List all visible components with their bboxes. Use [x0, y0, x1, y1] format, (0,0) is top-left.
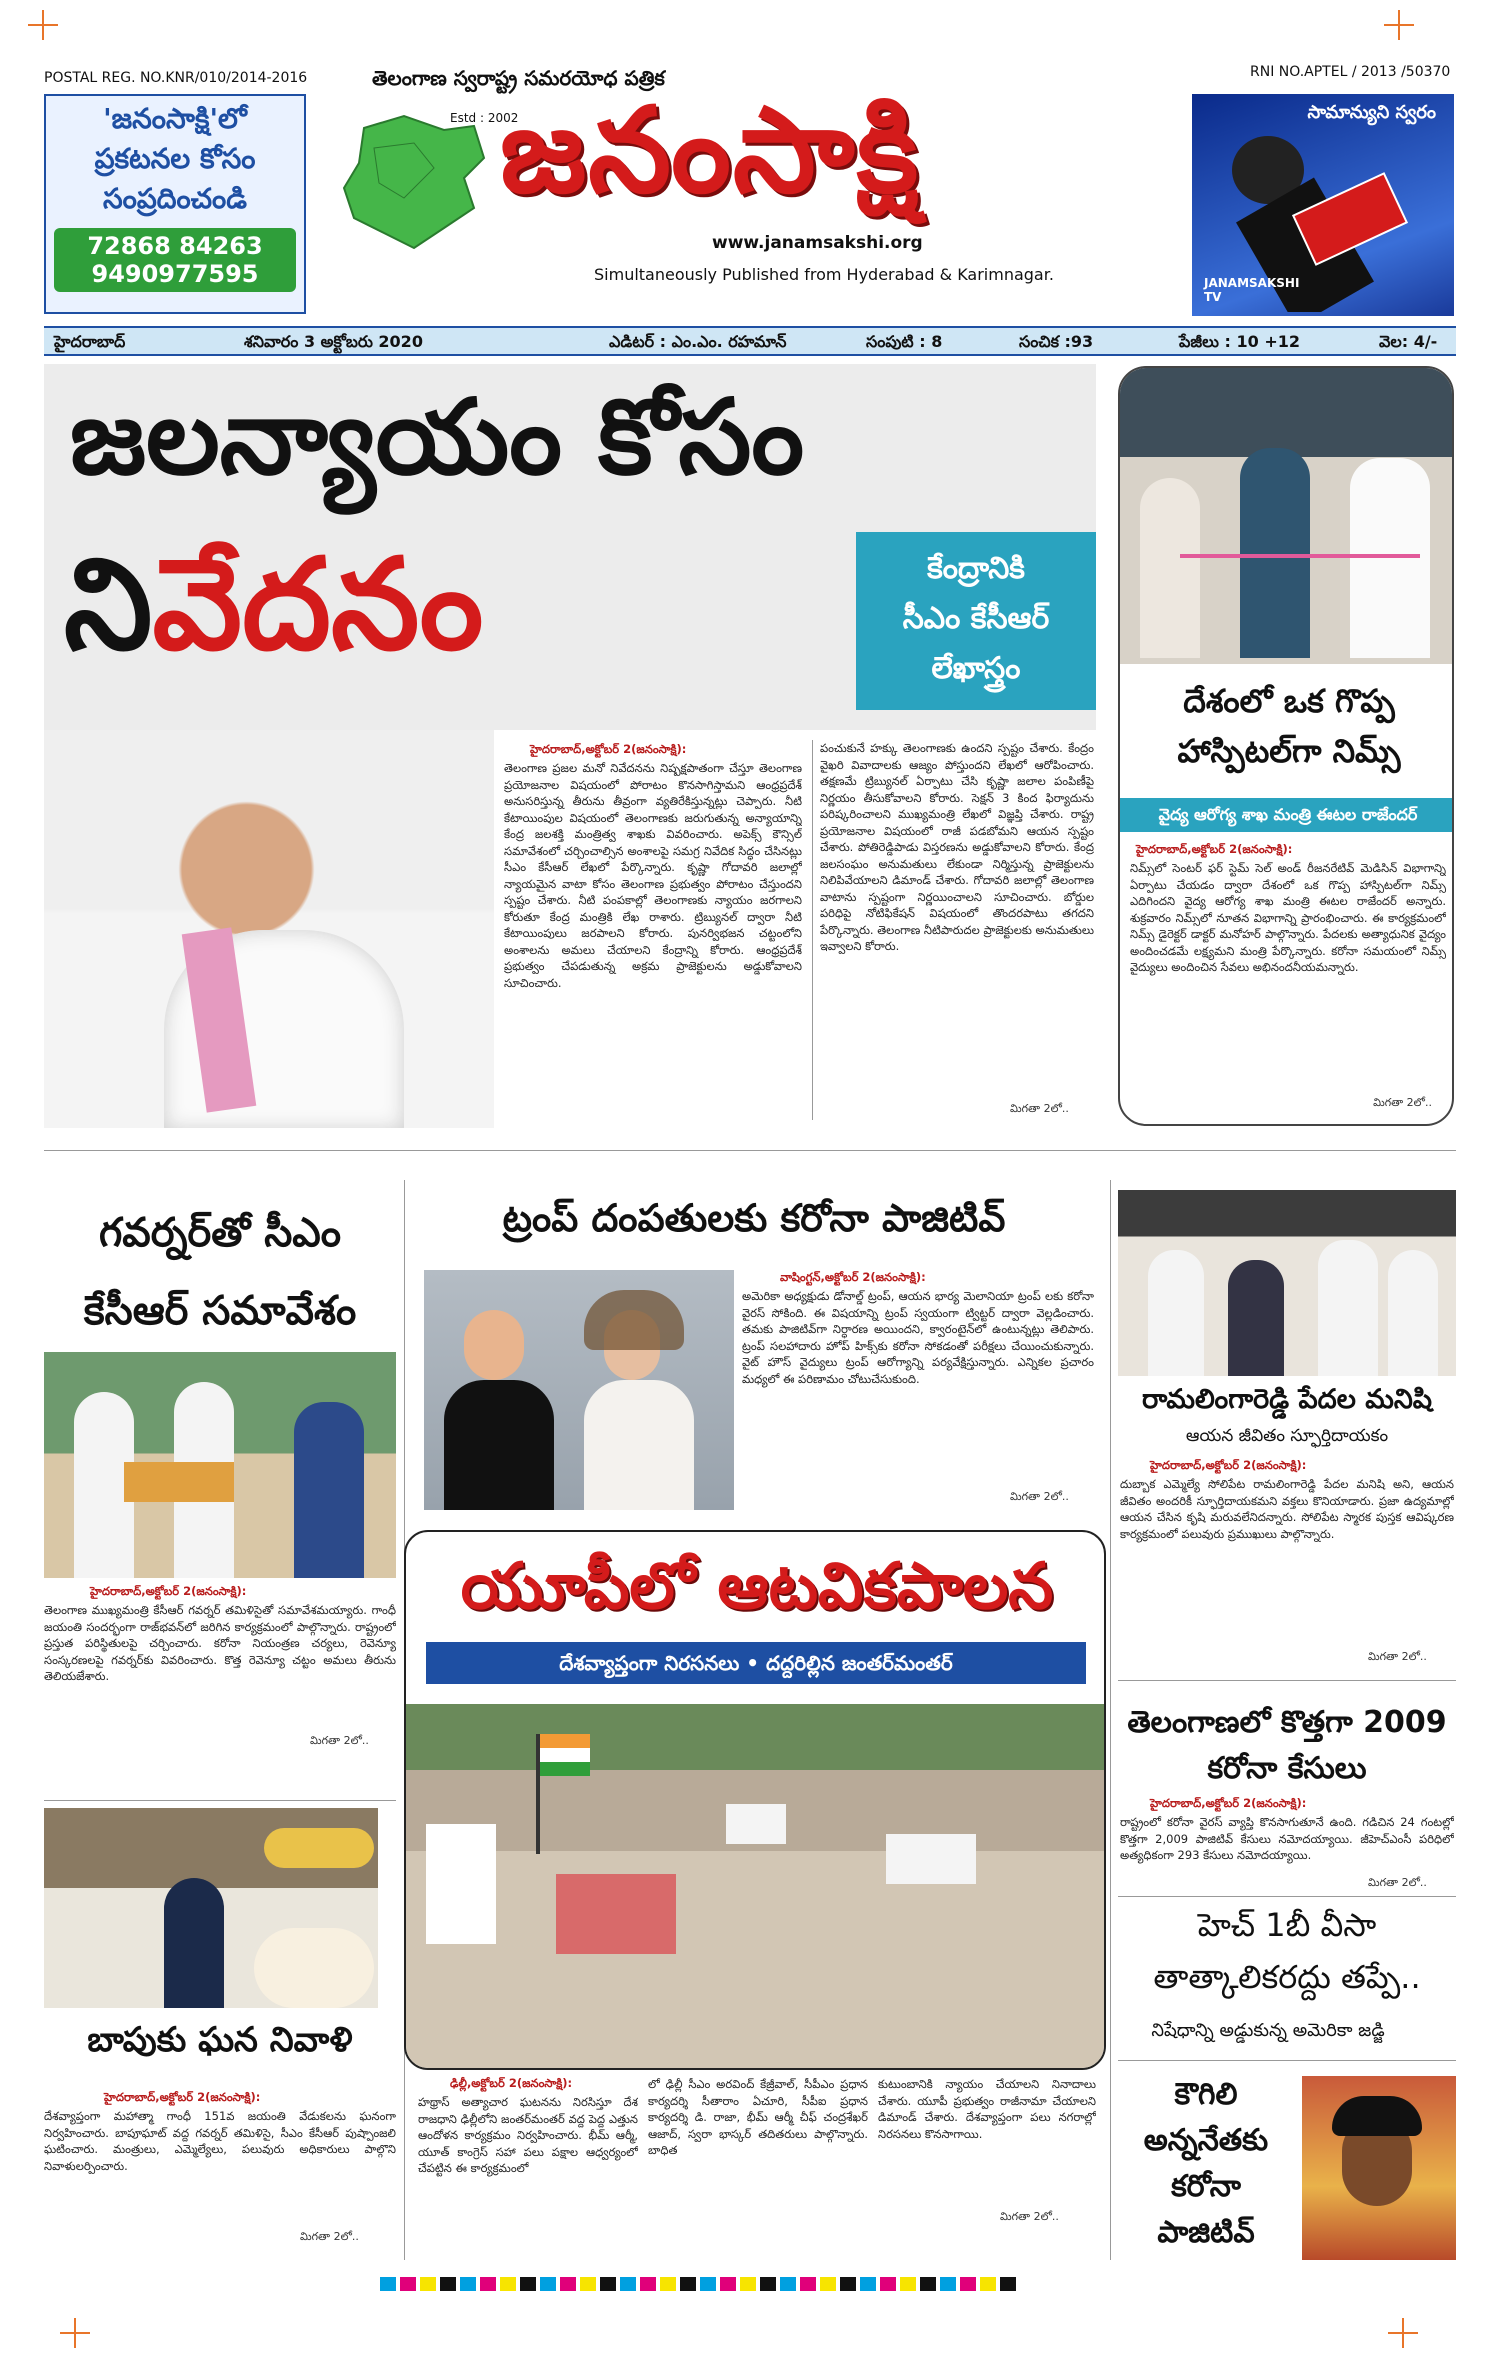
trump-photo [424, 1270, 734, 1510]
up-body-col2: లో ఢిల్లీ సీఎం అరవింద్ కేజ్రీవాల్, సీపీఎం ప్రధాన కార్యదర్శి సీతారాం ఏచూరి, సీపీఐ ప్రధాన కార్యదర్శి డి. రాజా, భీమ్ ఆర్మీ చీఫ్ చంద్రశేఖర్ ఆజాద్, స్వరా భాస్కర్ తదితరులు పాల్గొన్నారు. బాధిత [648, 2077, 868, 2157]
up-subhead: దేశవ్యాప్తంగా నిరసనలు • దద్దరిల్లిన జంతర్‌మంతర్ [426, 1642, 1086, 1684]
governor-body: తెలంగాణ ముఖ్యమంత్రి కేసీఆర్ గవర్నర్ తమిళిసైతో సమావేశమయ్యారు. గాంధీ జయంతి సందర్భంగా రాజ్‌భవన్‌లో జరిగిన కార్యక్రమంలో పాల్గొన్నారు. రాష్ట్రంలో ప్రస్తుత పరిస్థితులపై చర్చించారు. కరోనా నియంత్రణ చర్యలు, రెవెన్యూ సంస్కరణలపై గవర్నర్‌కు వివరించారు. కొత్త రెవెన్యూ చట్టం అమలు తీరును తెలియజేశారు. [44, 1603, 396, 1683]
kougili-line: కరోనా [1171, 2169, 1241, 2204]
nims-headline: దేశంలో ఒక గొప్ప హాస్పిటల్‌గా నిమ్స్ [1177, 682, 1401, 770]
up-protest-photo [406, 1704, 1106, 2070]
ad-line: 'జనంసాక్షి'లో [103, 102, 247, 135]
info-editor: ఎడిటర్ : ఎం.ఎం. రహమాన్ [609, 332, 787, 351]
kougili-photo [1302, 2076, 1456, 2260]
lead-headline-line2 [64, 530, 483, 680]
tv-tagline: సామాన్యుని స్వరం [1307, 102, 1436, 123]
ramalinga-body: దుబ్బాక ఎమ్మెల్యే సోలిపేట రామలింగారెడ్డి పేదల మనిషి అని, ఆయన జీవితం అందరికీ స్ఫూర్తిదాయకమని వక్తలు కొనియాడారు. ప్రజా ఉద్యమాల్లో ఆయన చేసిన కృషి మరువలేనిదన్నారు. సోలిపేట స్మారక పుస్తక ఆవిష్కరణ కార్యక్రమంలో పలువురు ప్రముఖులు పాల్గొన్నారు. [1120, 1477, 1454, 1541]
lead-dateline: హైదరాబాద్,అక్టోబర్ 2(జనంసాక్షి): [530, 742, 687, 756]
kougili-line: అన్ననేతకు [1143, 2123, 1269, 2158]
up-panel [404, 1530, 1106, 2070]
registration-mark [1388, 2318, 1418, 2348]
info-date: శనివారం 3 అక్టోబరు 2020 [244, 332, 423, 351]
up-body-col1: హథ్రాస్ అత్యాచార ఘటనను నిరసిస్తూ దేశ రాజధాని ఢిల్లీలోని జంతర్‌మంతర్ వద్ద పెద్ద ఎత్తున ఆందోళన కార్యక్రమం నిర్వహించారు. భీమ్ ఆర్మీ, యూత్ కాంగ్రెస్ సహా పలు పక్షాల ఆధ్వర్యంలో చేపట్టిన ఈ కార్యక్రమంలో [418, 2095, 638, 2175]
info-city: హైదరాబాద్ [54, 332, 126, 351]
governor-continued: మిగతా 2లో.. [310, 1734, 369, 1747]
h1b-subhead: నిషేధాన్ని అడ్డుకున్న అమెరికా జడ్జి [1151, 2020, 1385, 2041]
nims-dateline: హైదరాబాద్,అక్టోబర్ 2(జనంసాక్షి): [1136, 842, 1293, 856]
section-rule [1118, 2060, 1456, 2061]
lead-box-line: కేంద్రానికి [927, 551, 1025, 586]
section-rule [44, 1150, 1456, 1151]
nims-panel [1118, 366, 1454, 1126]
registration-mark [1384, 10, 1414, 40]
lead-box [856, 532, 1096, 710]
lead-box-line: లేఖాస్త్రం [931, 651, 1021, 686]
corona-headline: తెలంగాణలో కొత్తగా 2009 కరోనా కేసులు [1127, 1705, 1447, 1786]
postal-reg: POSTAL REG. NO.KNR/010/2014-2016 [44, 70, 308, 86]
ad-phone: 72868 84263 [87, 232, 263, 260]
lead-continued: మిగతా 2లో.. [1010, 1102, 1069, 1115]
ad-line: ప్రకటనల కోసం [94, 142, 256, 175]
published-from: Simultaneously Published from Hyderabad & Karimnagar. [594, 265, 1054, 284]
ad-line: సంప్రదించండి [103, 182, 247, 215]
nims-body: నిమ్స్‌లో సెంటర్ ఫర్ స్టెమ్ సెల్ అండ్ రీజనరేటివ్ మెడిసిన్ విభాగాన్ని ఏర్పాటు చేయడం ద్వారా దేశంలో ఒక గొప్ప హాస్పిటల్‌గా నిమ్స్ ఎదిగిందని వైద్య ఆరోగ్య శాఖ మంత్రి ఈటల రాజేందర్ అన్నారు. శుక్రవారం నిమ్స్‌లో నూతన విభాగాన్ని ప్రారంభించారు. ఈ కార్యక్రమంలో నిమ్స్ డైరెక్టర్ డాక్టర్ మనోహర్ పాల్గొన్నారు. పేదలకు అత్యాధునిక వైద్యం అందించడమే లక్ష్యమని మంత్రి పేర్కొన్నారు. కరోనా సమయంలో నిమ్స్ వైద్యులు అందించిన సేవలు అభినందనీయమన్నారు. [1130, 861, 1446, 974]
nims-photo [1120, 368, 1454, 664]
lead-box-line: సీఎం కేసీఆర్ [902, 601, 1050, 636]
lead-body-col2: పంచుకునే హక్కు తెలంగాణకు ఉందని స్పష్టం చేశారు. కేంద్రం వైఖరి వివాదాలకు ఆజ్యం పోస్తుందని లేఖలో ఆరోపించారు. తక్షణమే ట్రిబ్యునల్ ఏర్పాటు చేసి కృష్ణా జలాల పంపిణీపై నిర్ణయం తీసుకోవాలని కోరారు. సెక్షన్ 3 కింద ఫిర్యాదును పరిష్కరించాలని ముఖ్యమంత్రి లేఖలో విజ్ఞప్తి చేశారు. రాష్ట్ర ప్రయోజనాల విషయంలో రాజీ పడబోమని ఆయన స్పష్టం చేశారు. పోతిరెడ్డిపాడు విస్తరణను అడ్డుకోవాలని కోరారు. కేంద్ర జలసంఘం అనుమతులు లేకుండా నిర్మిస్తున్న ప్రాజెక్టులను నిలిపివేయాలని డిమాండ్ చేశారు. గోదావరి జలాల్లో తెలంగాణ వాటాను స్పష్టంగా నిర్ణయించాలని సూచించారు. బోర్డుల పరిధిపై నోటిఫికేషన్ విషయంలో తొందరపాటు తగదని పేర్కొన్నారు. తెలంగాణ నీటిపారుదల ప్రాజెక్టులకు అనుమతులు ఇవ్వాలని కోరారు. [820, 741, 1094, 953]
kougili-headline [1118, 2072, 1294, 2256]
info-price: వెల: 4/- [1379, 332, 1438, 351]
h1b-headline-1: హెచ్ 1బీ వీసా [1197, 1906, 1377, 1944]
ramalinga-dateline: హైదరాబాద్,అక్టోబర్ 2(జనంసాక్షి): [1150, 1458, 1307, 1472]
corona-continued: మిగతా 2లో.. [1368, 1876, 1427, 1889]
info-bar [44, 326, 1456, 356]
h1b-headline-2: తాత్కాలికరద్దు తప్పే.. [1153, 1958, 1421, 1996]
up-continued: మిగతా 2లో.. [1000, 2210, 1059, 2223]
section-rule [1118, 1680, 1456, 1681]
rni-number: RNI NO.APTEL / 2013 /50370 [1250, 64, 1451, 80]
column-divider [812, 740, 813, 1120]
governor-dateline: హైదరాబాద్,అక్టోబర్ 2(జనంసాక్షి): [90, 1584, 247, 1598]
ramalinga-subhead: ఆయన జీవితం స్ఫూర్తిదాయకం [1185, 1426, 1389, 1446]
ad-box [44, 94, 306, 314]
kcr-photo [44, 730, 494, 1128]
print-color-bar [380, 2276, 1180, 2292]
ramalinga-headline: రామలింగారెడ్డి పేదల మనిషి [1141, 1384, 1433, 1415]
bapu-dateline: హైదరాబాద్,అక్టోబర్ 2(జనంసాక్షి): [104, 2090, 261, 2104]
info-pages: పేజీలు : 10 +12 [1179, 332, 1300, 351]
up-headline: యూపీలో ఆటవికపాలన [460, 1550, 1054, 1624]
bapu-body: దేశవ్యాప్తంగా మహాత్మా గాంధీ 151వ జయంతి వేడుకలను ఘనంగా నిర్వహించారు. బాపూఘాట్ వద్ద గవర్నర్ తమిళిసై, సీఎం కేసీఆర్ పుష్పాంజలి ఘటించారు. మంత్రులు, ఎమ్మెల్యేలు, పలువురు అధికారులు పాల్గొని నివాళులర్పించారు. [44, 2109, 396, 2173]
lead-body-col1: తెలంగాణ ప్రజల మనో నివేదనను నిష్పక్షపాతంగా చేస్తూ తెలంగాణ ప్రయోజనాల విషయంలో పోరాటం కొనసాగిస్తామని ఆంధ్రప్రదేశ్ అనుసరిస్తున్న తీరును తీవ్రంగా వ్యతిరేకిస్తున్నట్లు చెప్పారు. నీటి కేటాయింపుల విషయంలో తెలంగాణకు జరుగుతున్న అన్యాయాన్ని కేంద్ర జలశక్తి మంత్రిత్వ శాఖకు వివరించారు. అపెక్స్ కౌన్సిల్ సమావేశంలో చర్చించాల్సిన అంశాలపై సమగ్ర నివేదిక సిద్ధం చేసినట్లు సీఎం కేసీఆర్ లేఖలో పేర్కొన్నారు. కృష్ణా గోదావరి జలాల్లో న్యాయమైన వాటా కోసం తెలంగాణ ప్రభుత్వం పోరాటం చేస్తుందని స్పష్టం చేశారు. నీటి పంపకాల్లో తెలంగాణకు న్యాయం జరగాలని కోరుతూ కేంద్ర మంత్రికి లేఖ రాశారు. ట్రిబ్యునల్ ద్వారా నీటి కేటాయింపులు జరపాలని కోరారు. పునర్విభజన చట్టంలోని అంశాలను అమలు చేయాలని కేంద్రాన్ని కోరారు. ఆంధ్రప్రదేశ్ ప్రభుత్వం చేపడుతున్న అక్రమ ప్రాజెక్టులను అడ్డుకోవాలని సూచించారు. [504, 761, 802, 990]
registration-mark [28, 10, 58, 40]
kougili-line: కౌగిలి [1174, 2077, 1238, 2112]
trump-continued: మిగతా 2లో.. [1010, 1490, 1069, 1503]
column-divider [1110, 1180, 1111, 2260]
lead-headline-part-b: వేదనం [152, 531, 484, 678]
info-issue: సంచిక :93 [1019, 332, 1094, 351]
bapu-photo [44, 1808, 378, 2008]
telangana-map-icon [334, 108, 494, 258]
kougili-line: పాజిటివ్ [1157, 2215, 1255, 2250]
governor-headline: గవర్నర్‌తో సీఎం కేసీఆర్ సమావేశం [83, 1210, 357, 1334]
bapu-headline: బాపుకు ఘన నివాళి [87, 2020, 353, 2060]
trump-headline: ట్రంప్ దంపతులకు కరోనా పాజిటివ్ [502, 1196, 1006, 1240]
info-volume: సంపుటి : 8 [866, 332, 943, 351]
lead-headline-part-a: ని [64, 531, 153, 678]
estd-label: Estd : 2002 [450, 111, 519, 125]
tv-label: JANAMSAKSHI TV [1204, 276, 1300, 304]
newspaper-title: జనంసాక్షి [500, 81, 921, 219]
ramalinga-continued: మిగతా 2లో.. [1368, 1650, 1427, 1663]
registration-mark [60, 2318, 90, 2348]
corona-dateline: హైదరాబాద్,అక్టోబర్ 2(జనంసాక్షి): [1150, 1796, 1307, 1810]
up-body-col3: కుటుంబానికి న్యాయం చేయాలని నినాదాలు చేశారు. యూపీ ప్రభుత్వం రాజీనామా చేయాలని డిమాండ్ చేశారు. దేశవ్యాప్తంగా పలు నగరాల్లో నిరసనలు కొనసాగాయి. [878, 2077, 1096, 2141]
trump-dateline: వాషింగ్టన్,అక్టోబర్ 2(జనంసాక్షి): [780, 1270, 926, 1284]
section-rule [1118, 1896, 1456, 1897]
bapu-continued: మిగతా 2లో.. [300, 2230, 359, 2243]
ramalinga-photo [1118, 1190, 1456, 1376]
website: www.janamsakshi.org [712, 233, 923, 253]
governor-photo [44, 1352, 396, 1578]
corona-body: రాష్ట్రంలో కరోనా వైరస్ వ్యాప్తి కొనసాగుతూనే ఉంది. గడిచిన 24 గంటల్లో కొత్తగా 2,009 పాజిటివ్ కేసులు నమోదయ్యాయి. జీహెచ్ఎంసీ పరిధిలో అత్యధికంగా 293 కేసులు నమోదయ్యాయి. [1120, 1815, 1454, 1862]
masthead-tagline: తెలంగాణ స్వరాష్ట్ర సమరయోధ పత్రిక [372, 66, 665, 90]
tv-promo [1192, 94, 1454, 316]
trump-body: అమెరికా అధ్యక్షుడు డోనాల్డ్ ట్రంప్, ఆయన భార్య మెలానియా ట్రంప్ లకు కరోనా వైరస్ సోకింది. ఈ విషయాన్ని ట్రంప్ స్వయంగా ట్విట్టర్ ద్వారా వెల్లడించారు. తమకు పాజిటివ్‌గా నిర్ధారణ అయిందని, క్వారంటైన్‌లో ఉంటున్నట్లు తెలిపారు. ట్రంప్ సలహాదారు హోప్ హిక్స్‌కు కరోనా సోకడంతో పరీక్షలు చేయించుకున్నారు. వైట్ హౌస్ వైద్యులు ట్రంప్ ఆరోగ్యాన్ని పర్యవేక్షిస్తున్నారు. ఎన్నికల ప్రచారం మధ్యలో ఈ పరిణామం చోటుచేసుకుంది. [742, 1289, 1094, 1386]
nims-subhead: వైద్య ఆరోగ్య శాఖ మంత్రి ఈటల రాజేందర్ [1120, 798, 1454, 832]
section-rule [44, 1800, 396, 1801]
ad-phone: 9490977595 [91, 260, 259, 288]
up-dateline: ఢిల్లీ,అక్టోబర్ 2(జనంసాక్షి): [450, 2076, 573, 2090]
nims-continued: మిగతా 2లో.. [1373, 1096, 1432, 1109]
lead-headline-line1: జలన్యాయం కోసం [70, 376, 805, 498]
